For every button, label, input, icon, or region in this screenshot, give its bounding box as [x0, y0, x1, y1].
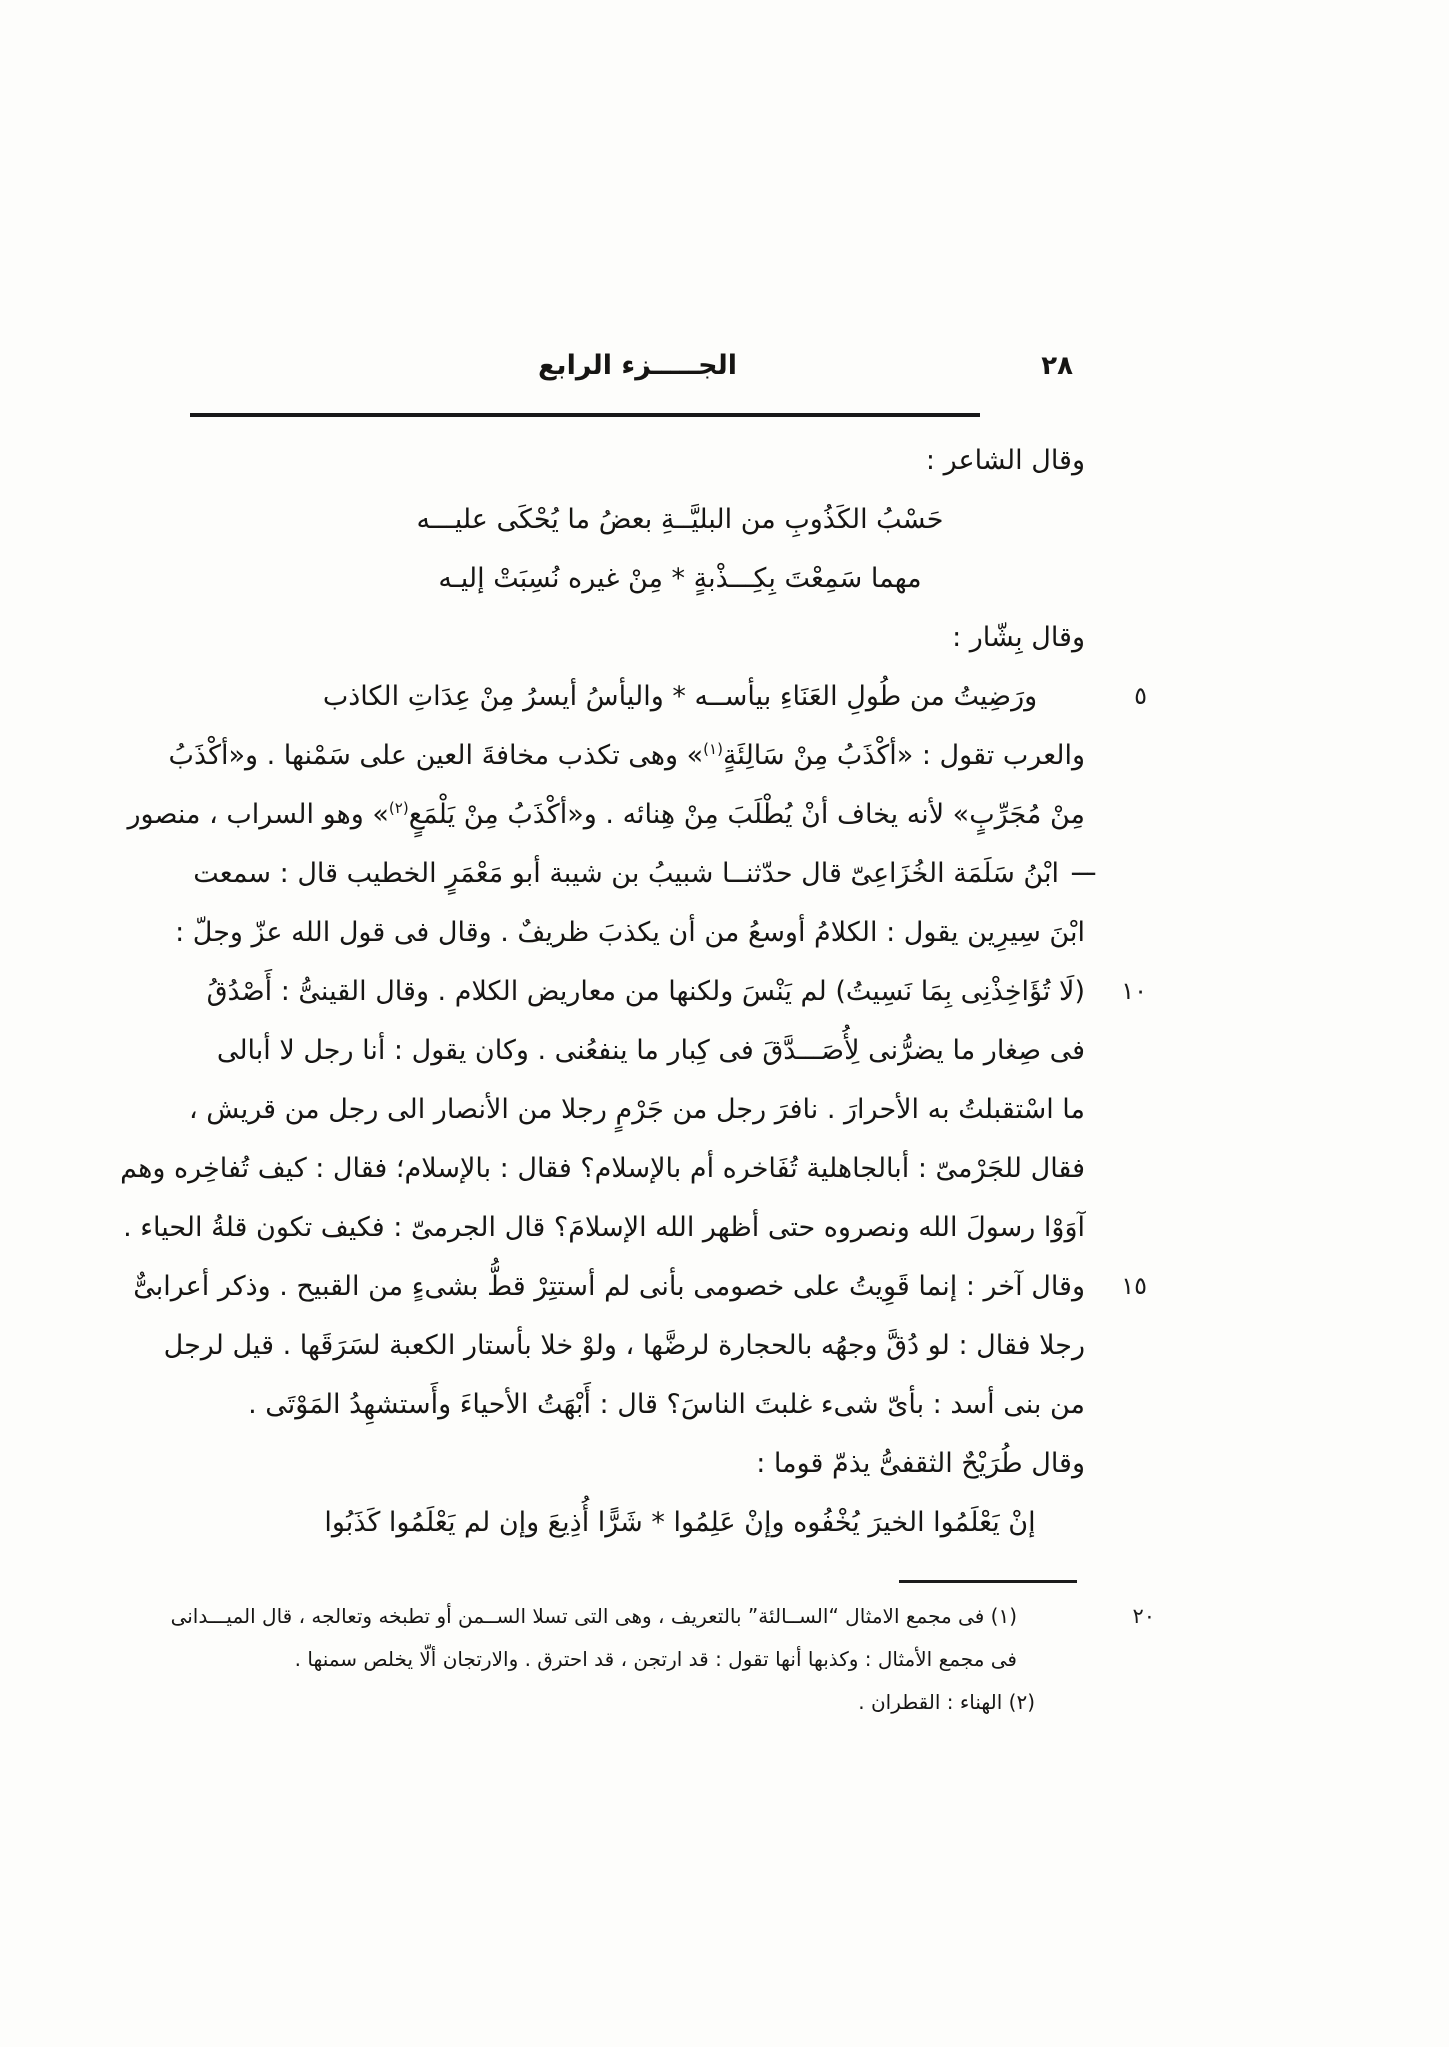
- line-text: إنْ يَعْلَمُوا الخيرَ يُخْفُوه وإنْ عَلِمُوا * شَرًّا أُذِيعَ وإن لم يَعْلَمُوا كَذَبُوا: [324, 1507, 1036, 1538]
- line-text: » وهى تكذب مخافةَ العين على سَمْنها . و«أكْذَبُ: [168, 740, 704, 771]
- body-line: [120, 1139, 1085, 1198]
- margin-line-number: ٢٠: [1132, 1604, 1155, 1628]
- line-text: مهما سَمِعْتَ بِكِـــذْبةٍ * مِنْ غيره نُسِبَتْ إليـه: [438, 563, 922, 594]
- body-line: [163, 1316, 1085, 1375]
- body-line: [190, 1434, 1085, 1493]
- footnote: [190, 1638, 1085, 1681]
- margin-line-number: ١٥: [1121, 1272, 1147, 1300]
- line-text: حَسْبُ الكَذُوبِ من البليَّــةِ بعضُ ما يُحْكَى عليـــه: [416, 504, 944, 535]
- line-text: آوَوْا رسولَ الله ونصروه حتى أظهر الله الإسلامَ؟ قال الجرمىّ : فكيف تكون قلةُ الحياء .: [123, 1212, 1085, 1243]
- page-number: ٢٨: [1041, 351, 1073, 381]
- body-line: [123, 1198, 1085, 1257]
- body-line: [168, 726, 1085, 785]
- line-text: وقال الشاعر :: [925, 445, 1085, 476]
- line-text: » وهو السراب ، منصور: [127, 799, 389, 830]
- header-rule: [190, 413, 980, 417]
- footnote-reference: (١): [703, 740, 723, 758]
- text-block: [120, 431, 1147, 1552]
- line-text: ورَضِيتُ من طُولِ العَنَاءِ بيأســه * واليأسُ أيسرُ مِنْ عِدَاتِ الكاذب: [322, 681, 1038, 712]
- line-text: (لَا تُؤَاخِذْنِى بِمَا نَسِيتُ) لم يَنْسَ ولكنها من معاريض الكلام . وقال القينىُّ : أَصْدُقُ: [206, 976, 1085, 1007]
- footnote-text: فى مجمع الأمثال : وكذبها أنها تقول : قد ارتجن ، قد احترق . والارتجان ألّا يخلص سمنها .: [294, 1647, 1017, 1671]
- line-text: ما اسْتقبلتُ به الأحرارَ . نافرَ رجل من جَرْمٍ رجلا من الأنصار الى رجل من قريش ،: [188, 1094, 1085, 1125]
- body-line: [190, 431, 1085, 490]
- line-text: وقال طُرَيْحٌ الثقفىُّ يذمّ قوما :: [756, 1448, 1085, 1479]
- footnote-text: (٢) الهناء : القطران .: [858, 1690, 1035, 1714]
- line-text: فى صِغار ما يضرُّنى لِأُصَـــدَّقَ فى كِبار ما ينفعُنى . وكان يقول : أنا رجل لا أبالى: [216, 1035, 1085, 1066]
- footnote: [190, 1681, 1085, 1724]
- margin-dash: ـــ: [1072, 852, 1095, 882]
- body-line: [175, 903, 1085, 962]
- verse-line: [190, 549, 1085, 608]
- line-text: ابْنَ سِيرِين يقول : الكلامُ أوسعُ من أن يكذبَ ظريفٌ . وقال فى قول الله عزّ وجلّ :: [175, 917, 1085, 948]
- body-line: [127, 785, 1085, 844]
- line-text: وقال بِشّار :: [952, 622, 1085, 653]
- body-line: [190, 962, 1147, 1021]
- footnote-reference: (٢): [388, 799, 409, 817]
- page-content-column: [120, 335, 1155, 1724]
- footnotes-block: [170, 1595, 1155, 1724]
- section-title: الجـــــزء الرابع: [537, 350, 738, 381]
- margin-line-number: ١٠: [1121, 977, 1147, 1005]
- body-line: [190, 1375, 1085, 1434]
- body-line: [190, 608, 1085, 667]
- line-text: فقال للجَرْمىّ : أبالجاهلية تُفَاخره أم بالإسلام؟ فقال : بالإسلام؛ فقال : كيف تُفاخِره وهم: [120, 1153, 1085, 1184]
- line-text: من بنى أسد : بأىّ شىء غلبتَ الناسَ؟ قال : أَبْهَتُ الأحياءَ وأَستشهِدُ المَوْتَى .: [248, 1389, 1085, 1420]
- footnote-text: (١) فى مجمع الامثال “الســالئة” بالتعريف ، وهى التى تسلا الســمن أو تطبخه وتعالجه ، قال الميـــدانى: [170, 1604, 1017, 1628]
- body-line: [190, 1080, 1085, 1139]
- line-text: مِنْ مُجَرِّبٍ» لأنه يخاف أنْ يُطْلَبَ مِنْ هِنائه . و«أكْذَبُ مِنْ يَلْمَعٍ: [408, 799, 1085, 830]
- footnote-separator: [899, 1580, 1077, 1583]
- body-line: [133, 1257, 1147, 1316]
- verse-line: [190, 490, 1085, 549]
- line-text: والعرب تقول : «أكْذَبُ مِنْ سَالِئَةٍ: [722, 740, 1085, 771]
- line-text: رجلا فقال : لو دُقَّ وجهُه بالحجارة لرضَّها ، ولوْ خلا بأستار الكعبة لسَرَقَها . قيل لرجل: [163, 1330, 1085, 1361]
- verse-line: [190, 1493, 1085, 1552]
- page-header: [190, 335, 1085, 397]
- line-text: وقال آخر : إنما قَوِيتُ على خصومى بأنى لم أستتِرْ قطُّ بشىءٍ من القبيح . وذكر أعرابىٌّ: [133, 1271, 1085, 1302]
- footnote: [170, 1595, 1155, 1638]
- verse-line: [190, 667, 1147, 726]
- line-text: ابْنُ سَلَمَة الخُزَاعِىّ قال حدّثنــا شبيبُ بن شيبة أبو مَعْمَرٍ الخطيب قال : سمعت: [193, 858, 1059, 889]
- margin-line-number: ٥: [1134, 682, 1147, 710]
- body-line: [190, 844, 1095, 903]
- body-line: [190, 1021, 1085, 1080]
